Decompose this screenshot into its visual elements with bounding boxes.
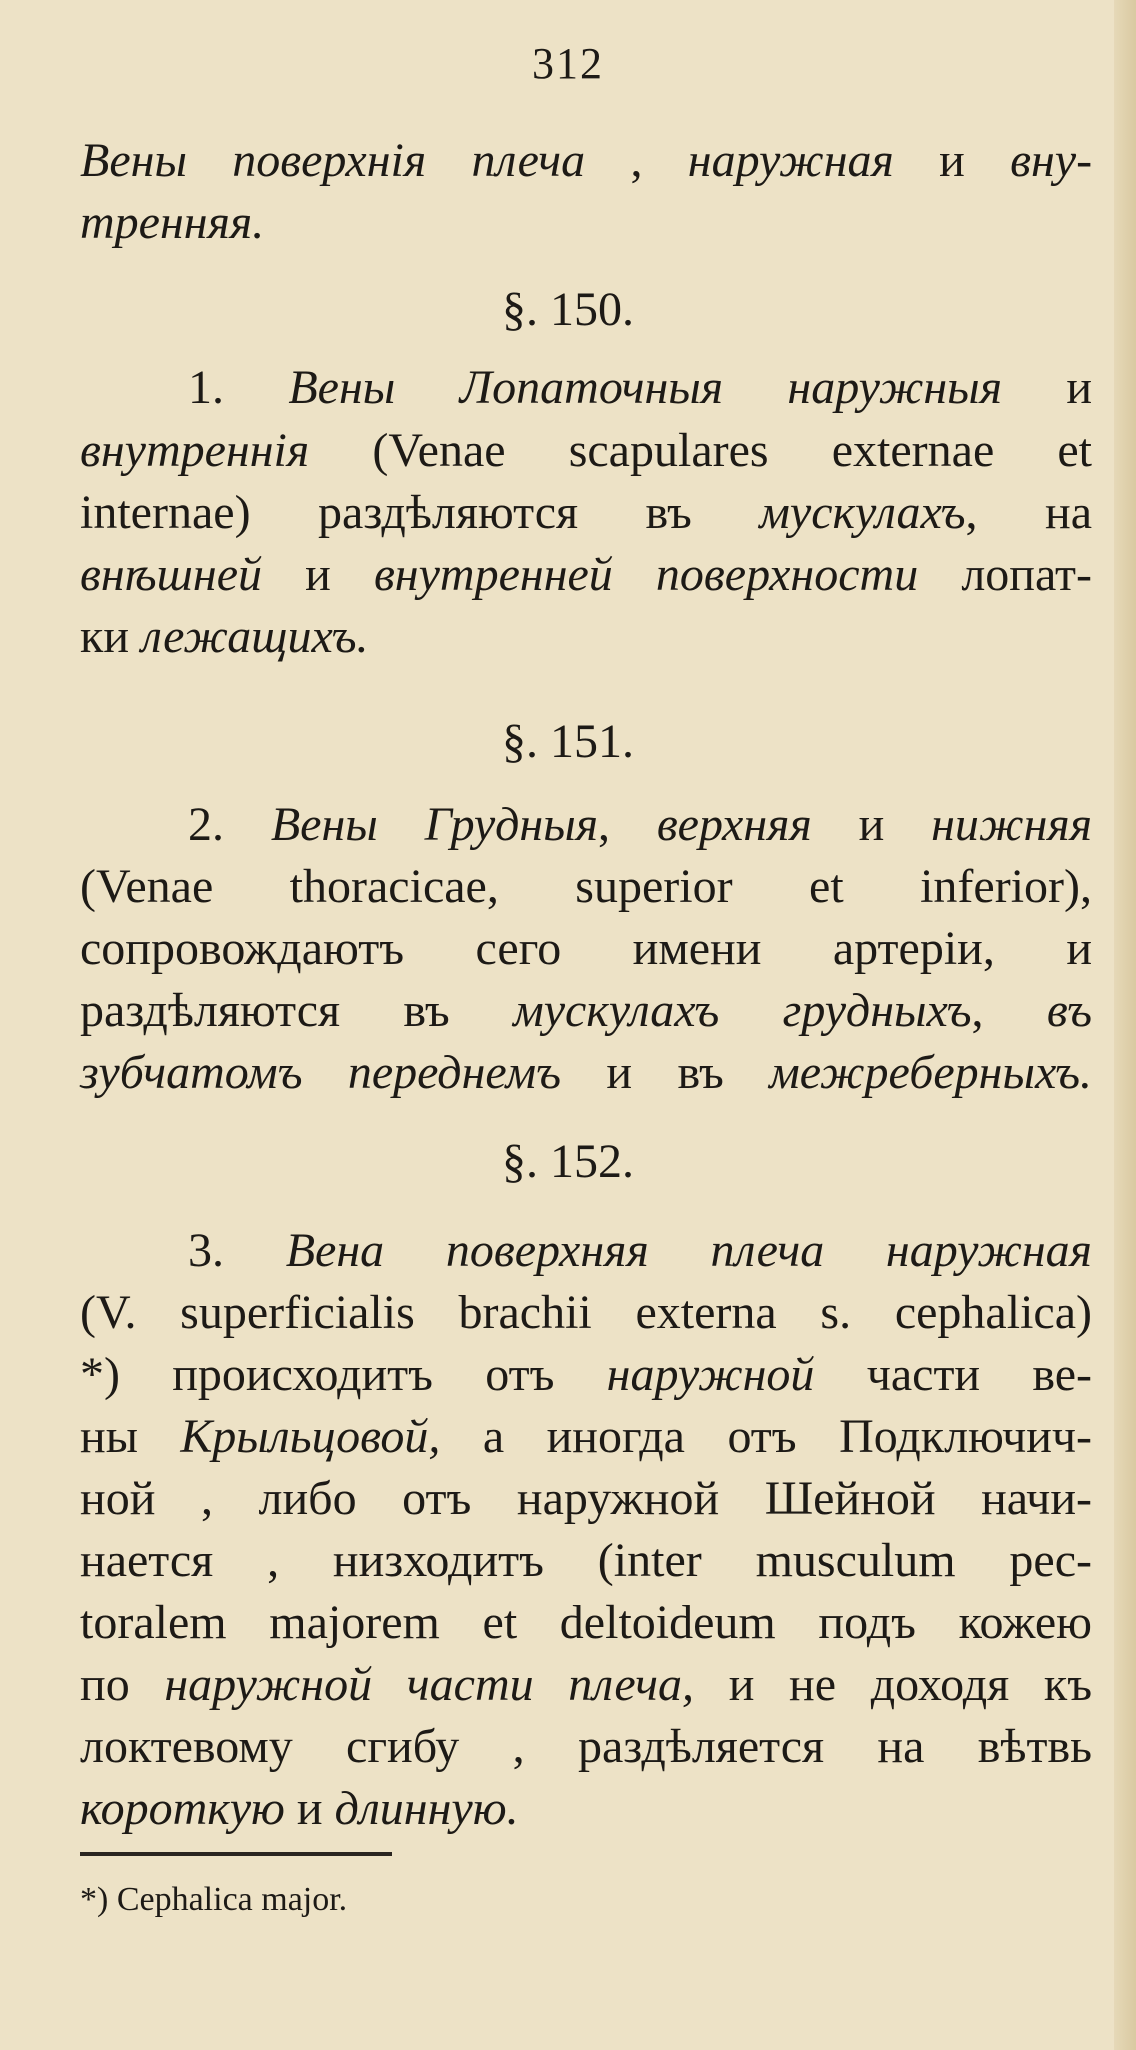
paragraph-text: по [80,1658,130,1711]
paragraph-text: и [296,1782,323,1835]
paragraph-line [80,421,1092,481]
item-number: 2. [188,798,224,851]
paragraph-text: межреберныхъ. [769,1046,1092,1099]
paragraph-line [80,1407,1092,1467]
paragraph-line [80,857,1092,917]
paragraph-text: , [971,984,984,1037]
item-number: 1. [188,361,224,414]
paragraph-line [80,545,1092,605]
paragraph-text: , [598,798,611,851]
paragraph-text: а иногда отъ Подключич- [482,1410,1093,1463]
paragraph-text: (V. superficialis brachii externa s. cephalica) [80,1286,1092,1339]
heading-comma: , [630,134,643,187]
heading-conjunction: и [939,134,965,187]
paragraph-line [80,1283,1092,1343]
paragraph-text: внѣшней [80,548,263,601]
paragraph-text: мускулахъ [759,486,966,539]
paragraph-text: ки [80,610,130,663]
paragraph-text: короткую [80,1782,285,1835]
paragraph-line [80,483,1092,543]
paragraph-text: верхняя [656,798,812,851]
paragraph-text: и не доходя къ [728,1658,1093,1711]
paragraph-line [188,1221,1092,1281]
item-number: 3. [188,1224,224,1277]
paragraph-line [80,1345,1092,1405]
paragraph-line [188,795,1092,855]
paragraph-line [80,1593,1092,1653]
paragraph-text: и въ [606,1046,724,1099]
paragraph-text: нижняя [931,798,1093,851]
paragraph-text: сопровождаютъ сего имени артеріи, и [80,922,1092,975]
section-mark-151: §. 151. [502,715,634,768]
paragraph-text: (Venae thoracicae, superior et inferior), [80,860,1092,913]
paragraph-text: въ [1046,984,1093,1037]
heading-line-1 [80,131,1092,191]
heading-line-2 [80,193,1092,253]
paragraph-text: *) происходитъ отъ [80,1348,555,1401]
paragraph-line [80,1531,1092,1591]
paragraph-line [80,1717,1092,1777]
paragraph-text: ны [80,1410,138,1463]
section-mark-150: §. 150. [502,283,634,336]
paragraph-text: ной , либо отъ наружной Шейной начи- [80,1472,1092,1525]
paragraph-text: лежащихъ. [141,610,369,663]
paragraph-text: наружной [606,1348,815,1401]
paragraph-text: Лопаточныя наружныя [459,361,1003,414]
heading-text: наружная [687,134,894,187]
paragraph-text: лопат- [961,548,1092,601]
paragraph-text: и [858,798,885,851]
paragraph-line [80,1469,1092,1529]
paragraph-text: наружной части плеча, [164,1658,695,1711]
paragraph-line [188,358,1092,418]
heading-text: вну- [1010,134,1093,187]
paragraph-text: Вены Грудныя [270,798,599,851]
paragraph-line [80,981,1092,1041]
heading-text: Вены поверхнія плеча [80,134,586,187]
paragraph-text: и [1066,361,1093,414]
paragraph-line [80,607,1092,667]
paragraph-text: внутренней поверхности [373,548,919,601]
paragraph-text: нается , низходитъ (inter musculum pec- [80,1534,1092,1587]
paragraph-line [80,1043,1092,1103]
paragraph-text: мускулахъ грудныхъ [513,984,972,1037]
paragraph-text: Вены [288,361,396,414]
paragraph-text: Вена поверхняя плеча наружная [285,1224,1092,1277]
footnote-rule [80,1852,392,1856]
page-number: 312 [532,39,604,88]
paragraph-text: длинную. [334,1782,519,1835]
paragraph-text: раздѣляются въ [80,984,450,1037]
paragraph-text: локтевому сгибу , раздѣляется на вѣтвь [80,1720,1092,1773]
paragraph-text: внутреннія [80,424,310,477]
paragraph-text: и [305,548,331,601]
footnote: *) Cephalica major. [80,1881,348,1918]
section-mark-152: §. 152. [502,1135,634,1188]
paragraph-text: internae) раздѣляются въ [80,486,692,539]
paragraph-text: Крыльцовой, [180,1410,441,1463]
paragraph-line [80,919,1092,979]
paragraph-line [80,1779,1092,1839]
paragraph-text: части ве- [866,1348,1093,1401]
paragraph-text: зубчатомъ переднемъ [80,1046,562,1099]
paragraph-text: toralem majorem et deltoideum подъ кожею [80,1596,1092,1649]
heading-text: тренняя. [80,196,265,249]
paragraph-line [80,1655,1092,1715]
paragraph-text: , на [965,486,1092,539]
paragraph-text: (Venae scapulares externae et [372,424,1092,477]
